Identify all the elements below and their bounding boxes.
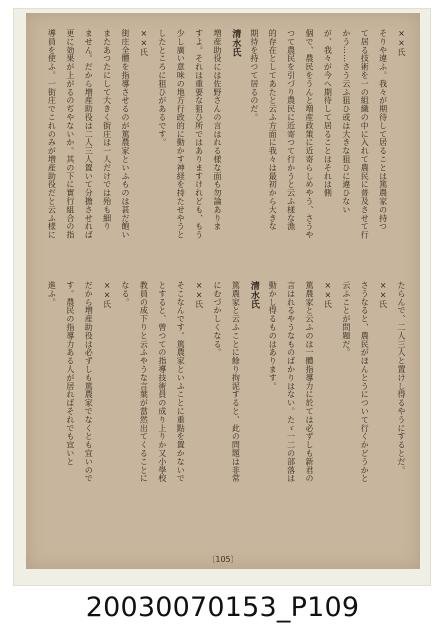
text-column: 街庄全體を指導させるのが篤農家といふものは甚だ飽い bbox=[121, 29, 130, 239]
text-column: 進ふ。 bbox=[47, 281, 57, 307]
text-column: 増産助役には佐野さんの言はれる様な面も勿論ありま bbox=[213, 29, 222, 231]
text-column: したところに狙ひがあるです。 bbox=[157, 29, 167, 147]
speaker-label: 清水氏 bbox=[248, 281, 259, 310]
text-column: つて農民を引づり農民に近寄つて行かうと云ふ様な漁 bbox=[286, 29, 296, 231]
text-column: そりや違ふ。我々が期待して居ることは篤農家の持つ bbox=[378, 29, 388, 231]
archive-id-caption: 20030070153_P109 bbox=[85, 592, 360, 623]
speaker-label: 清水氏 bbox=[230, 29, 241, 58]
text-column: す。農民の指導力ある人が居ればそれでも宜いと bbox=[65, 281, 75, 466]
text-column: だから増産助役は必ずしも篤農家でなくとも宜いので bbox=[84, 281, 94, 483]
text-column: かう……さう云ふ狙ひ或は大きな狙ひに違ひない bbox=[341, 29, 351, 214]
text-column: にむづかしくなる。 bbox=[213, 281, 222, 357]
speaker-label: ××氏 bbox=[194, 281, 204, 309]
scanned-sheet bbox=[13, 8, 431, 586]
speaker-label: ××氏 bbox=[139, 29, 149, 57]
page-number: 〔105〕 bbox=[207, 555, 239, 564]
lower-text-block bbox=[26, 281, 420, 545]
text-column: 動かし得るものはあります。 bbox=[268, 281, 278, 391]
text-column: またあつたにして大きく街庄は一人だけでは殆も細り bbox=[102, 29, 112, 231]
text-column: さうなると、農民がほんとうについて行くかどうかと bbox=[360, 281, 370, 483]
text-column: そこなんです。篤農家といふことに重點を置かないで bbox=[176, 281, 186, 483]
text-column: 期待を持つて居るのだ。 bbox=[249, 29, 259, 122]
upper-text-block bbox=[26, 29, 420, 251]
text-column: 篤農家と云ふことに餘り拘泥すると、此の問題は非常 bbox=[231, 281, 241, 483]
text-column: 教員の成下りと云ふやうな言葉が當然出てくることに bbox=[139, 281, 149, 483]
text-column: 更に効果が上がるのぢやないか。其の下に實行組合の指 bbox=[65, 29, 75, 239]
text-column: すよ。それは重要な狙ひ所ではありますけれども、もう bbox=[194, 29, 204, 239]
text-column: が、我々が今へ期待して居ることはそれは側 bbox=[323, 29, 333, 197]
speaker-label: ××氏 bbox=[378, 281, 388, 309]
book-page bbox=[26, 13, 420, 569]
text-column: たらんで、二人三人と置けし得るやうにするとだ。 bbox=[397, 281, 406, 475]
text-column: とすると、曾つての指導技術員の成り上りか又小學校 bbox=[157, 281, 167, 483]
speaker-label: ××氏 bbox=[102, 281, 112, 309]
text-column: 個で、農民をうんと増産政策に近寄らしめやう、さうや bbox=[305, 29, 314, 239]
text-column: 篤農家と云ふのは一體指導力に於ては必ずしも新君の bbox=[305, 281, 314, 483]
speaker-label: ××氏 bbox=[323, 281, 333, 309]
text-column: 言はれるやうなものばかりはない。たゞ一二の部落は bbox=[286, 281, 296, 483]
text-column: なる。 bbox=[121, 281, 130, 307]
text-column: 少し廣い意味の地方行政的に動かす神経を持たせやうと bbox=[176, 29, 186, 239]
text-column: ません。だから増産助役は二人三人置いて分擔させれば bbox=[84, 29, 94, 239]
speaker-label: ××氏 bbox=[397, 29, 406, 57]
text-column: 導員を使ふ。一街庄でこれのみが増産助役だと云ふ様に bbox=[47, 29, 57, 239]
text-column: て居る技術を一の組織の中に入れて農民に普及させて行 bbox=[360, 29, 370, 239]
text-column: 云ふことが問題だ。 bbox=[341, 281, 351, 357]
text-column: 的存在としてあたと云ふ方面に我々は最初から大きな bbox=[268, 29, 278, 231]
